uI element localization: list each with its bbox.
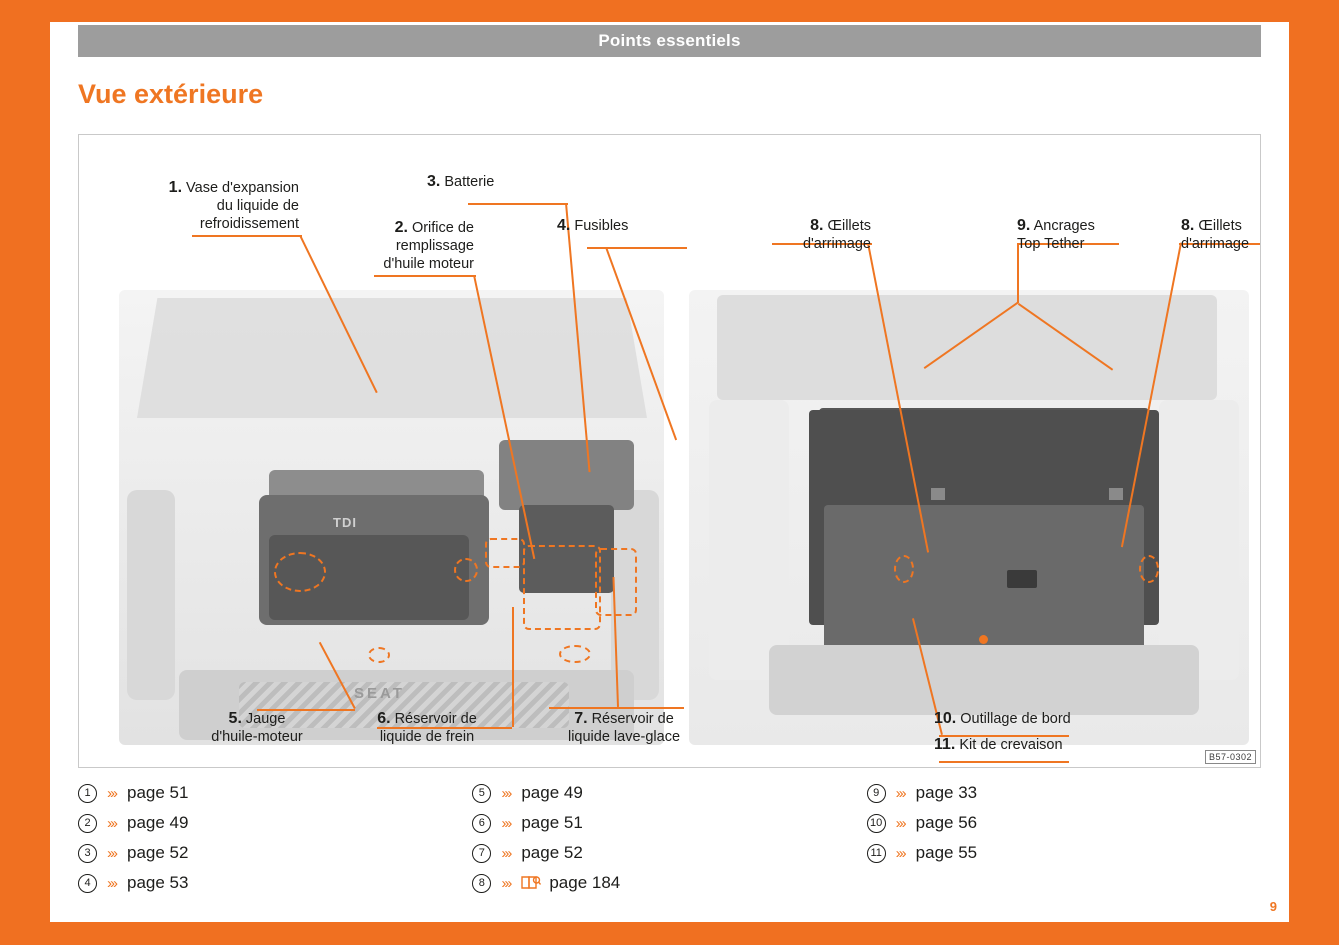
label-2-oil-filler [294, 219, 474, 273]
label-8b-line1: Œillets [1198, 218, 1242, 234]
label-1-coolant-expansion-tank [109, 179, 299, 233]
list-item[interactable] [867, 808, 1261, 838]
tailgate-shape [717, 295, 1217, 400]
chevron-right-icon: ››› [107, 844, 116, 862]
chevron-right-icon: ››› [107, 814, 116, 832]
label-8-line2: d'arrimage [802, 236, 871, 252]
leader-line-3-horizontal [468, 203, 568, 205]
chevron-right-icon: ››› [895, 814, 905, 832]
label-1-line1: Vase d'expansion [186, 180, 299, 196]
leader-line-7-horizontal [549, 707, 684, 709]
label-2-line2: remplissage [395, 238, 474, 254]
label-11-number: 11. [934, 736, 956, 753]
label-6-number: 6. [377, 710, 391, 727]
trunk-illustration [689, 290, 1249, 745]
engine-bay-illustration [119, 290, 664, 745]
label-11-tyre-repair-kit [934, 736, 1184, 754]
legend-page-reference[interactable]: page 51 [521, 813, 583, 832]
chevron-right-icon: ››› [107, 874, 116, 892]
legend [78, 778, 1261, 898]
label-7-washer-fluid [519, 710, 729, 746]
legend-page-reference[interactable]: page 52 [521, 843, 583, 862]
list-item[interactable] [867, 778, 1261, 808]
list-item[interactable] [78, 808, 472, 838]
legend-number: 5 [472, 784, 491, 803]
list-item[interactable] [472, 808, 866, 838]
brand-logo-label: SEAT [354, 685, 405, 702]
label-4-number: 4. [557, 217, 571, 234]
label-8-lashing-eyes-right [1181, 217, 1261, 253]
washer-fluid-reservoir-marker [595, 548, 637, 616]
label-9-top-tether [1017, 217, 1187, 253]
front-left-wheel-arch [127, 490, 175, 700]
label-8-line1: Œillets [827, 218, 871, 234]
legend-column-3 [867, 778, 1261, 898]
label-7-number: 7. [574, 710, 588, 727]
legend-page-reference[interactable]: page 33 [915, 783, 978, 802]
cargo-floor-shape [824, 505, 1144, 655]
legend-number: 9 [867, 784, 886, 803]
label-4-fuses [557, 217, 717, 235]
list-item[interactable] [78, 868, 472, 898]
chevron-right-icon: ››› [501, 874, 511, 892]
oil-dipstick-marker [368, 647, 390, 663]
chevron-right-icon: ››› [107, 784, 116, 802]
list-item[interactable] [472, 778, 866, 808]
label-9-line1: Ancrages [1033, 218, 1095, 234]
legend-number: 11 [867, 844, 886, 863]
book-icon [521, 875, 541, 895]
label-1-number: 1. [168, 179, 183, 196]
label-6-line2: liquide de frein [379, 729, 475, 745]
body-left-shape [709, 400, 789, 680]
label-10-text: Outillage de bord [960, 711, 1071, 727]
figure-code: B57-0302 [1205, 750, 1256, 764]
hood-shape [137, 298, 647, 418]
legend-page-reference[interactable]: page 49 [127, 813, 189, 832]
label-11-text: Kit de crevaison [959, 737, 1063, 753]
legend-number: 3 [78, 844, 97, 863]
document-page [50, 22, 1289, 922]
leader-line-1-horizontal [192, 235, 302, 237]
legend-page-reference[interactable]: page 49 [521, 783, 583, 802]
legend-number: 10 [867, 814, 886, 833]
lashing-eye-left-marker [894, 555, 914, 583]
legend-number: 7 [472, 844, 491, 863]
list-item[interactable] [78, 838, 472, 868]
list-item[interactable] [472, 838, 866, 868]
chevron-right-icon: ››› [895, 844, 905, 862]
label-5-line1: Jauge [245, 711, 286, 727]
label-10-onboard-tools [934, 710, 1184, 728]
top-tether-anchor-left [931, 488, 945, 500]
leader-line-4-horizontal [587, 247, 687, 249]
page-title: Vue extérieure [78, 79, 264, 109]
cargo-floor-handle [1007, 570, 1037, 588]
body-right-shape [1159, 400, 1239, 680]
label-10-number: 10. [934, 710, 957, 727]
label-3-battery [427, 173, 587, 191]
label-1-line3: refroidissement [199, 216, 299, 232]
legend-page-reference[interactable]: page 55 [915, 843, 978, 862]
label-6-brake-fluid [327, 710, 527, 746]
label-6-line1: Réservoir de [394, 711, 477, 727]
label-7-line2: liquide lave-glace [567, 729, 681, 745]
label-8-number: 8. [810, 217, 824, 234]
label-3-text: Batterie [444, 174, 495, 190]
label-3-number: 3. [427, 173, 441, 190]
onboard-tool-kit-marker [979, 635, 988, 644]
legend-page-reference[interactable]: page 184 [549, 873, 621, 892]
label-8-lashing-eyes-left [709, 217, 871, 253]
rear-bumper-shape [769, 645, 1199, 715]
header-title: Points essentiels [598, 31, 741, 50]
label-5-number: 5. [228, 710, 242, 727]
legend-page-reference[interactable]: page 51 [127, 783, 189, 802]
chevron-right-icon: ››› [501, 814, 511, 832]
legend-page-reference[interactable]: page 52 [127, 843, 189, 862]
label-9-number: 9. [1017, 217, 1031, 234]
label-2-line3: d'huile moteur [383, 256, 474, 272]
battery-marker [485, 538, 525, 568]
label-2-line1: Orifice de [411, 220, 474, 236]
label-2-number: 2. [394, 219, 408, 236]
label-4-text: Fusibles [574, 218, 629, 234]
label-5-line2: d'huile-moteur [211, 729, 303, 745]
leader-line-2-horizontal [374, 275, 476, 277]
list-item[interactable] [78, 778, 472, 808]
label-9-line2: Top Tether [1017, 236, 1085, 252]
chevron-right-icon: ››› [501, 784, 511, 802]
label-7-line1: Réservoir de [591, 711, 674, 727]
page-header-bar [78, 25, 1261, 57]
label-8b-line2: d'arrimage [1181, 236, 1250, 252]
top-tether-anchor-right [1109, 488, 1123, 500]
coolant-expansion-tank-marker [274, 552, 326, 592]
page-number: 9 [1269, 899, 1277, 914]
legend-number: 4 [78, 874, 97, 893]
legend-column-1 [78, 778, 472, 898]
engine-badge-label: TDI [333, 515, 357, 530]
legend-number: 8 [472, 874, 491, 893]
brake-fluid-reservoir-marker [559, 645, 591, 663]
legend-column-2 [472, 778, 866, 898]
legend-number: 1 [78, 784, 97, 803]
legend-page-reference[interactable]: page 53 [127, 873, 189, 892]
chevron-right-icon: ››› [895, 784, 905, 802]
legend-page-reference[interactable]: page 56 [915, 813, 978, 832]
legend-number: 6 [472, 814, 491, 833]
list-item[interactable] [867, 838, 1261, 868]
label-8b-number: 8. [1181, 217, 1195, 234]
legend-number: 2 [78, 814, 97, 833]
list-item[interactable] [472, 868, 866, 898]
lashing-eye-right-marker [1139, 555, 1159, 583]
leader-line-11-horizontal [939, 761, 1069, 763]
label-1-line2: du liquide de [216, 198, 299, 214]
oil-filler-cap-marker [454, 558, 478, 582]
chevron-right-icon: ››› [501, 844, 511, 862]
exterior-view-figure [78, 134, 1261, 768]
leader-line-6-vertical [512, 607, 514, 727]
air-filter-box [499, 440, 634, 510]
